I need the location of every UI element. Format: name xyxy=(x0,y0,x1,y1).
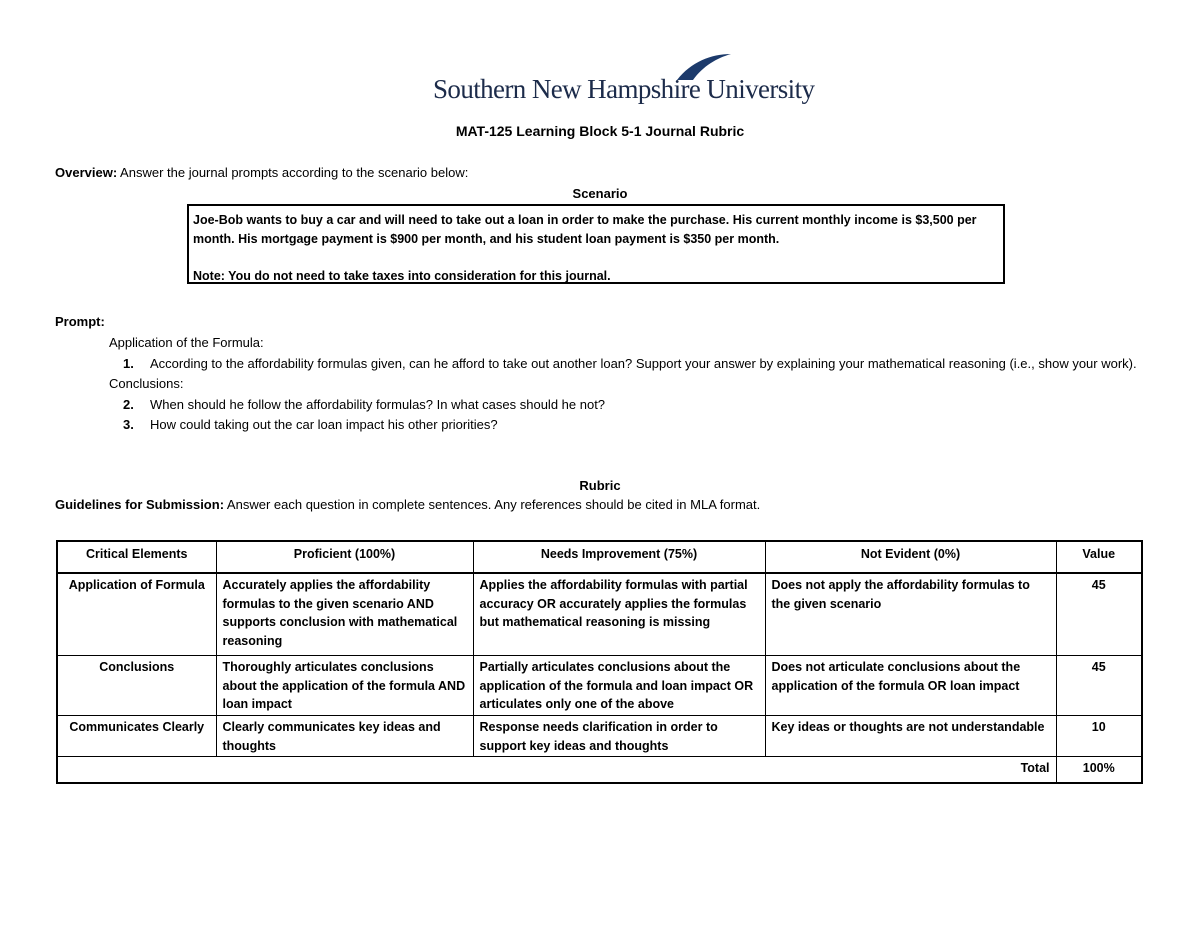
guidelines-text: Answer each question in complete sentences. Any references should be cited in MLA format. xyxy=(224,497,761,512)
prompt-item-text: How could taking out the car loan impact his other priorities? xyxy=(150,417,498,432)
overview-label: Overview: xyxy=(55,165,118,180)
guidelines-label: Guidelines for Submission: xyxy=(55,497,225,512)
table-header-row xyxy=(57,541,1142,573)
prompt-item-text: When should he follow the affordability formulas? In what cases should he not? xyxy=(150,396,606,412)
column-header: Proficient (100%) xyxy=(216,541,473,573)
proficient-cell: Clearly communicates key ideas and thoughts xyxy=(216,716,473,757)
document-title: MAT-125 Learning Block 5-1 Journal Rubric xyxy=(455,123,745,139)
prompt-item-number: 3. xyxy=(123,417,134,432)
scenario-body: Joe-Bob wants to buy a car and will need to take out a loan in order to make the purchase. His current monthly income is $3,500 per month. His mortgage payment is $900 per month, and his student loan payment is $350 per month. xyxy=(193,213,977,246)
prompt-item-number: 1. xyxy=(123,355,134,371)
value-cell: 45 xyxy=(1056,656,1142,716)
proficient-cell: Accurately applies the affordability formulas to the given scenario AND supports conclusion with mathematical reasoning xyxy=(216,573,473,656)
prompt-item xyxy=(109,415,1149,436)
value-cell: 45 xyxy=(1056,573,1142,656)
total-label: Total xyxy=(57,757,1056,784)
overview xyxy=(55,165,468,180)
prompt-label: Prompt: xyxy=(55,314,105,329)
prompt-item xyxy=(109,354,1149,375)
prompt-section-conclusions: Conclusions: xyxy=(109,376,184,391)
needs-improvement-cell: Partially articulates conclusions about the application of the formula and loan impact OR articulates only one of the above xyxy=(473,656,765,716)
scenario-heading: Scenario xyxy=(572,186,628,201)
critical-element-cell: Conclusions xyxy=(57,656,216,716)
column-header: Value xyxy=(1056,541,1142,573)
scenario-box xyxy=(187,204,1005,284)
prompt-section-application: Application of the Formula: xyxy=(109,335,264,350)
logo-text: Southern New Hampshire University xyxy=(433,74,815,104)
prompt-item-text: According to the affordability formulas given, can he afford to take out another loan? Support your answer by explaining your mathematical reasoning (i.e., show your work). xyxy=(150,355,1137,371)
total-value: 100% xyxy=(1056,757,1142,784)
critical-element-cell: Communicates Clearly xyxy=(57,716,216,757)
column-header: Not Evident (0%) xyxy=(765,541,1056,573)
prompt-list xyxy=(109,333,1149,436)
table-row xyxy=(57,573,1142,656)
not-evident-cell: Does not apply the affordability formulas to the given scenario xyxy=(765,573,1056,656)
table-row xyxy=(57,716,1142,757)
table-row xyxy=(57,656,1142,716)
column-header: Critical Elements xyxy=(57,541,216,573)
value-cell: 10 xyxy=(1056,716,1142,757)
needs-improvement-cell: Response needs clarification in order to support key ideas and thoughts xyxy=(473,716,765,757)
scenario-note: Note: You do not need to take taxes into consideration for this journal. xyxy=(193,269,611,283)
needs-improvement-cell: Applies the affordability formulas with partial accuracy OR accurately applies the formulas but mathematical reasoning is missing xyxy=(473,573,765,656)
critical-element-cell: Application of Formula xyxy=(57,573,216,656)
rubric-heading: Rubric xyxy=(579,478,621,493)
university-logo xyxy=(433,52,815,107)
prompt-item-number: 2. xyxy=(123,396,134,412)
not-evident-cell: Key ideas or thoughts are not understandable xyxy=(765,716,1056,757)
total-row xyxy=(57,757,1142,784)
rubric-table xyxy=(56,540,1143,784)
column-header: Needs Improvement (75%) xyxy=(473,541,765,573)
overview-text: Answer the journal prompts according to the scenario below: xyxy=(117,165,469,180)
prompt-item xyxy=(109,395,1149,416)
proficient-cell: Thoroughly articulates conclusions about the application of the formula AND loan impact xyxy=(216,656,473,716)
guidelines xyxy=(55,497,760,512)
not-evident-cell: Does not articulate conclusions about the application of the formula OR loan impact xyxy=(765,656,1056,716)
